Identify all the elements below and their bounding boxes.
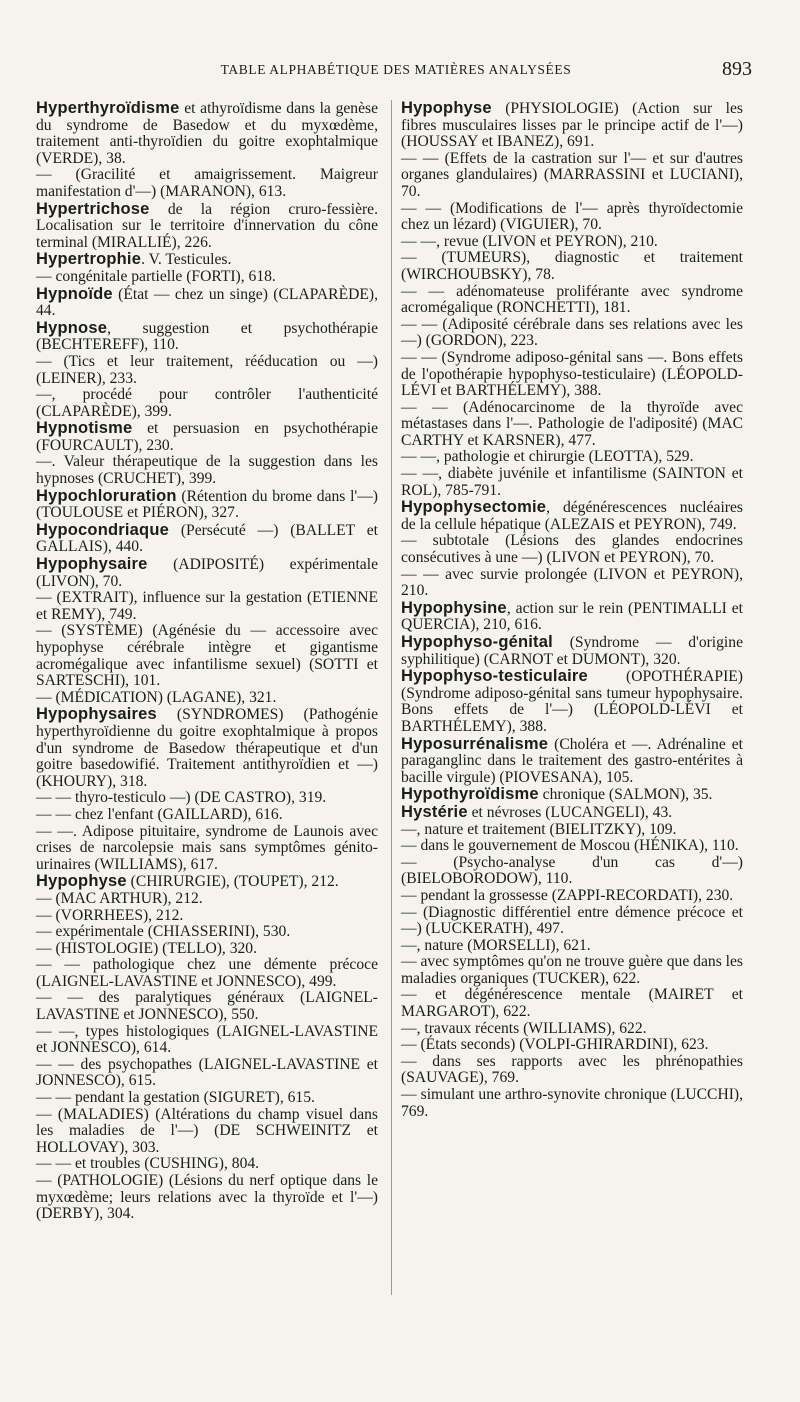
entry-headword: Hypophysectomie — [401, 498, 547, 517]
entry-text: — subtotale (Lésions des glandes endocrines consécutives à une —) (LIVON et PEYRON), 70. — [401, 532, 743, 567]
entry-headword: Hystérie — [401, 802, 468, 821]
entry-text: — — (Effets de la castration sur l'— et sur d'autres organes glandulaires) (MARRASSINI et LUCIANI), 70. — [401, 149, 743, 200]
entry-text: — pendant la grossesse (ZAPPI-RECORDATI), 230. — [401, 886, 734, 904]
entry-text: — (HISTOLOGIE) (TELLO), 320. — [36, 939, 258, 957]
entry-headword: Hyperthyroïdisme — [36, 99, 180, 117]
index-entry — [36, 556, 378, 590]
entry-text: — — chez l'enfant (GAILLARD), 616. — [36, 805, 283, 823]
entry-text: — — (Adénocarcinome de la thyroïde avec métastases dans l'—. Pathologie de l'adiposité) (MAC CARTHY et KARSNER), 477. — [401, 398, 743, 449]
index-entry — [401, 400, 743, 450]
index-entry — [36, 790, 378, 807]
entry-text: —, nature et traitement (BIELITZKY), 109. — [401, 820, 677, 838]
entry-text: — — des paralytiques généraux (LAIGNEL-LAVASTINE et JONNESCO), 550. — [36, 989, 378, 1024]
entry-text: (OPOTHÉRAPIE) (Syndrome adiposo-génital sans tumeur hypophysaire. Bons effets de l'—) (LÉOPOLD-LÉVI et BARTHÉLEMY), 388. — [401, 668, 743, 735]
running-title: TABLE ALPHABÉTIQUE DES MATIÈRES ANALYSÉES — [220, 62, 572, 77]
index-entry — [36, 1107, 378, 1157]
index-entry — [401, 100, 743, 151]
index-entry — [401, 838, 743, 855]
index-entry — [36, 454, 378, 487]
entry-text: , dégénérescences nucléaires de la cellule hépatique (ALEZAIS et PEYRON), 749. — [401, 499, 743, 533]
entry-headword: Hypnotisme — [36, 419, 133, 438]
index-entry — [36, 167, 378, 200]
index-entry — [36, 420, 378, 454]
entry-headword: Hypothyroïdisme — [401, 785, 539, 804]
entry-text: —, travaux récents (WILLIAMS), 622. — [401, 1019, 647, 1037]
index-entry — [36, 488, 378, 522]
entry-text: — —, revue (LIVON et PEYRON), 210. — [401, 232, 658, 250]
entry-headword: Hypophyse — [401, 99, 492, 117]
entry-text: (Persécuté —) (BALLET et GALLAIS), 440. — [36, 521, 378, 556]
index-entry — [36, 924, 378, 941]
entry-text: — et dégénérescence mentale (MAIRET et MARGAROT), 622. — [401, 986, 743, 1021]
entry-text: — — (Syndrome adiposo-génital sans —. Bons effets de l'opothérapie hypophyso-testiculaire) (LÉOPOLD-LÉVI et BARTHÉLEMY), 388. — [401, 348, 743, 400]
index-entry — [36, 891, 378, 908]
index-entry — [401, 804, 743, 822]
entry-text: — — (Adiposité cérébrale dans ses relations avec les —) (GORDON), 223. — [401, 315, 743, 350]
index-entry — [401, 317, 743, 350]
entry-text: — — avec survie prolongée (LIVON et PEYRON), 210. — [401, 565, 743, 600]
entry-text: — —. Adipose pituitaire, syndrome de Launois avec crises de narcolepsie mais sans symptômes génito-urinaires (WILLIAMS), 617. — [36, 822, 378, 873]
entry-text: (SYNDROMES) (Pathogénie hyperthyroïdienne du goitre exophtalmique à propos d'un syndrome de Basedow thérapeutique et d'un goitre basedowifié. Traitement antithyroïdien et —) (KHOURY), 318. — [36, 706, 378, 790]
index-entry — [36, 957, 378, 990]
page-number: 893 — [722, 58, 752, 80]
entry-text: et persuasion en psychothérapie (FOURCAULT), 230. — [36, 420, 378, 454]
index-entry — [401, 1021, 743, 1038]
page-header — [40, 58, 752, 88]
entry-text: — (MÉDICATION) (LAGANE), 321. — [36, 688, 277, 706]
index-entry — [401, 449, 743, 466]
entry-text: — (VORRHEES), 212. — [36, 906, 184, 924]
index-entry — [401, 350, 743, 400]
index-entry — [401, 567, 743, 600]
entry-headword: Hypertrophie — [36, 250, 142, 269]
index-entry — [36, 522, 378, 556]
entry-headword: Hypochloruration — [36, 486, 177, 505]
entry-text: — (MALADIES) (Altérations du champ visuel dans les maladies de l'—) (DE SCHWEINITZ et HOLLOVAY), 303. — [36, 1105, 378, 1156]
entry-text: et névroses (LUCANGELI), 43. — [467, 803, 673, 821]
entry-headword: Hypophysine — [401, 598, 507, 617]
index-entry — [401, 1087, 743, 1120]
entry-text: — (EXTRAIT), influence sur la gestation (ETIENNE et REMY), 749. — [36, 589, 378, 623]
index-entry — [36, 941, 378, 958]
index-entry — [401, 1054, 743, 1087]
entry-text: de la région cruro-fessière. Localisation sur le territoire d'innervation du cône terminal (MIRALLIÉ), 226. — [36, 200, 378, 251]
entry-text: — (MAC ARTHUR), 212. — [36, 889, 203, 907]
entry-headword: Hypertrichose — [36, 199, 150, 218]
index-entry — [401, 888, 743, 905]
index-entry — [401, 499, 743, 533]
entry-text: — —, types histologiques (LAIGNEL-LAVASTINE et JONNESCO), 614. — [36, 1022, 378, 1057]
entry-headword: Hypnose — [36, 318, 108, 337]
entry-text: chronique (SALMON), 35. — [538, 786, 713, 804]
entry-text: — dans le gouvernement de Moscou (HÉNIKA), 110. — [401, 837, 739, 855]
index-entry — [401, 234, 743, 251]
entry-text: — expérimentale (CHIASSERINI), 530. — [36, 923, 291, 941]
entry-text: — congénitale partielle (FORTI), 618. — [36, 267, 276, 285]
entry-headword: Hyposurrénalisme — [401, 734, 549, 753]
entry-text: — (Gracilité et amaigrissement. Maigreur manifestation d'—) (MARANON), 613. — [36, 166, 378, 200]
entry-text: — —, pathologie et chirurgie (LEOTTA), 529. — [401, 448, 694, 466]
index-entry — [36, 908, 378, 925]
entry-text: (CHIRURGIE), (TOUPET), 212. — [126, 873, 339, 891]
entry-text: (État — chez un singe) (CLAPARÈDE), 44. — [36, 285, 378, 320]
index-entry — [401, 201, 743, 234]
entry-text: — (PATHOLOGIE) (Lésions du nerf optique dans le myxœdème; leurs relations avec la thyroïde et l'—) (DERBY), 304. — [36, 1172, 378, 1223]
index-entry — [401, 855, 743, 888]
entry-text: — (Diagnostic différentiel entre démence précoce et —) (LUCKERATH), 497. — [401, 903, 743, 938]
index-entry — [36, 387, 378, 420]
index-entry — [401, 634, 743, 668]
index-entry — [36, 269, 378, 286]
index-entry — [36, 286, 378, 320]
entry-text: , suggestion et psychothérapie (BECHTEREFF), 110. — [36, 319, 378, 354]
index-entry — [36, 354, 378, 387]
index-entry — [36, 1173, 378, 1223]
entry-text: — — pendant la gestation (SIGURET), 615. — [36, 1089, 315, 1107]
entry-text: (Rétention du brome dans l'—) (TOULOUSE et PIÉRON), 327. — [36, 487, 378, 522]
index-entry — [36, 706, 378, 790]
entry-headword: Hypophyso-testiculaire — [401, 667, 588, 686]
entry-headword: Hypophyso-génital — [401, 633, 553, 651]
entry-text: — — pathologique chez une démente précoce (LAIGNEL-LAVASTINE et JONNESCO), 499. — [36, 956, 378, 990]
index-entry — [401, 954, 743, 987]
entry-text: — — et troubles (CUSHING), 804. — [36, 1155, 260, 1173]
entry-text: — — (Modifications de l'— après thyroïdectomie chez un lézard) (VIGUIER), 70. — [401, 199, 743, 234]
index-entry — [401, 284, 743, 317]
entry-text: — simulant une arthro-synovite chronique (LUCCHI), 769. — [401, 1086, 743, 1120]
index-entry — [401, 466, 743, 499]
entry-text: — (SYSTÈME) (Agénésie du — accessoire avec hypophyse cérébrale intègre et gigantisme acromégalique avec infantilisme sexuel) (SOTTI et SARTESCHI), 101. — [36, 622, 378, 690]
index-entry — [36, 1057, 378, 1090]
index-entry — [401, 938, 743, 955]
index-entry — [36, 690, 378, 707]
index-column-left — [36, 100, 378, 1223]
index-entry — [36, 990, 378, 1023]
entry-text: — (Tics et leur traitement, rééducation ou —) (LEINER), 233. — [36, 352, 378, 387]
index-entry — [401, 905, 743, 938]
index-entry — [36, 590, 378, 623]
entry-text: (Choléra et —. Adrénaline et paraganglinc dans le traitement des gastro-entérites à bacille virgule) (PIOVESANA), 105. — [401, 735, 743, 786]
index-entry — [36, 100, 378, 167]
index-entry — [36, 824, 378, 874]
column-divider — [391, 100, 392, 1295]
index-entry — [401, 250, 743, 283]
entry-text: — — thyro-testiculo —) (DE CASTRO), 319. — [36, 789, 327, 807]
entry-headword: Hypnoïde — [36, 284, 113, 303]
entry-text: — avec symptômes qu'on ne trouve guère que dans les maladies organiques (TUCKER), 622. — [401, 953, 743, 987]
entry-text: et athyroïdisme dans la genèse du syndrome de Basedow et du myxœdème, traitement anti-thyroïdien du goitre exophtalmique (VERDE), 38. — [36, 100, 378, 167]
entry-text: — — adénomateuse proliférante avec syndrome acromégalique (RONCHETTI), 181. — [401, 282, 743, 317]
index-entry — [401, 987, 743, 1020]
entry-text: — (TUMEURS), diagnostic et traitement (WIRCHOUBSKY), 78. — [401, 249, 743, 283]
entry-text: — dans ses rapports avec les phrénopathies (SAUVAGE), 769. — [401, 1052, 743, 1087]
index-entry — [401, 533, 743, 566]
entry-text: —, procédé pour contrôler l'authenticité (CLAPARÈDE), 399. — [36, 386, 378, 420]
index-entry — [401, 151, 743, 201]
index-entry — [401, 1037, 743, 1054]
index-entry — [401, 786, 743, 804]
entry-text: (Syndrome — d'origine syphilitique) (CARNOT et DUMONT), 320. — [401, 634, 743, 668]
entry-headword: Hypocondriaque — [36, 520, 169, 539]
index-entry — [36, 1024, 378, 1057]
entry-text: — — des psychopathes (LAIGNEL-LAVASTINE et JONNESCO), 615. — [36, 1055, 378, 1090]
index-column-right — [401, 100, 743, 1120]
index-entry — [36, 201, 378, 252]
entry-text: — (États seconds) (VOLPI-GHIRARDINI), 623. — [401, 1036, 709, 1054]
entry-text: —, nature (MORSELLI), 621. — [401, 936, 591, 954]
entry-text: — —, diabète juvénile et infantilisme (SAINTON et ROL), 785-791. — [401, 465, 743, 499]
entry-text: , action sur le rein (PENTIMALLI et QUERCIA), 210, 616. — [401, 599, 743, 634]
index-entry — [36, 320, 378, 354]
index-entry — [36, 1090, 378, 1107]
index-entry — [36, 251, 378, 269]
index-entry — [36, 807, 378, 824]
index-entry — [36, 623, 378, 689]
entry-text: — (Psycho-analyse d'un cas d'—) (BIELOBORODOW), 110. — [401, 853, 743, 888]
entry-text: (PHYSIOLOGIE) (Action sur les fibres musculaires lisses par le principe actif de l'—) (HOUSSAY et IBANEZ), 691. — [401, 100, 743, 151]
entry-headword: Hypophysaires — [36, 705, 157, 724]
index-entry — [401, 668, 743, 735]
index-entry — [401, 822, 743, 839]
entry-headword: Hypophyse — [36, 872, 127, 891]
index-entry — [36, 1156, 378, 1173]
index-entry — [401, 600, 743, 634]
entry-text: (ADIPOSITÉ) expérimentale (LIVON), 70. — [36, 556, 378, 590]
index-entry — [36, 873, 378, 891]
index-entry — [401, 736, 743, 787]
entry-headword: Hypophysaire — [36, 555, 148, 574]
entry-text: —. Valeur thérapeutique de la suggestion dans les hypnoses (CRUCHET), 399. — [36, 453, 378, 488]
entry-text: . V. Testicules. — [141, 251, 232, 269]
